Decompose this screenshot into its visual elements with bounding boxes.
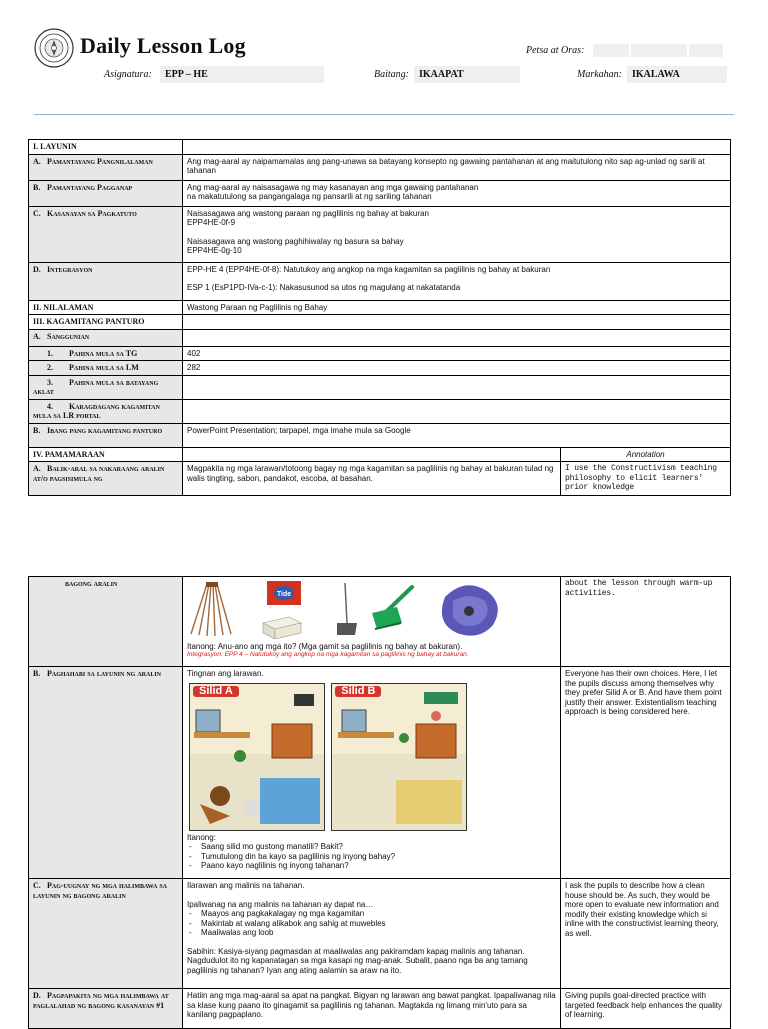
silid-b-label: Silid B	[335, 686, 381, 698]
row-label-paghahabi: B. Paghahabi sa layunin ng aralin	[29, 667, 183, 879]
row-label-lm: 2. Pahina mula sa LM	[29, 361, 183, 376]
nilalaman-text: Wastong Paraan ng Paglilinis ng Bahay	[183, 300, 731, 315]
row-label-bagong-aralin: bagong aralin	[29, 577, 183, 667]
section-layunin: I. LAYUNIN	[29, 140, 183, 155]
silid-a-label: Silid A	[193, 686, 239, 698]
pag-uugnay-line2: Ipaliwanag na ang malinis na tahanan ay dapat na…	[187, 899, 374, 909]
integrasyon-text: EPP-HE 4 (EPP4HE-0f-8): Natutukoy ang angkop na mga kagamitan sa paglilinis ng bahay at bakuran ESP 1 (EsP1PD-IVa-c-1): Nakasusunod sa utos ng magulang at nakatatanda	[183, 262, 731, 300]
page-title: Daily Lesson Log	[80, 33, 246, 58]
itanong-1: Itanong: Anu-ano ang mga ito? (Mga gamit sa paglilinis ng bahay at bakuran).	[187, 641, 463, 651]
pandakot-icon	[337, 583, 357, 635]
sabihin-text: Sabihin: Kasiya-siyang pagmasdan at maaliwalas ang pakiramdam kapag malinis ang tahanan. Nagdudulot ito ng kapanatagan sa mga kasapi ng mag-anak. Subalit, paano nga ba ang tamang paglilinis ng tahanan? Iyan ang ating aalamin sa araw na ito.	[187, 946, 528, 975]
row-label-batayang-aklat: 3. Pahina mula sa batayang aklat	[29, 375, 183, 399]
pamantayang-pangnilalaman-text: Ang mag-aaral ay naipamamalas ang pang-unawa sa batayang konsepto ng gawaing pantahanan at ang maitutulong nito sap ag-unlad ng sarili at tahanan	[183, 154, 731, 180]
oras-value-box	[631, 44, 687, 57]
row-label-kasanayan: C. Kasanayan sa Pagkatuto	[29, 206, 183, 262]
bagong-aralin-annotation: about the lesson through warm-up activities.	[561, 577, 731, 667]
list-item: - Maaliwalas ang loob	[187, 928, 556, 938]
itanong-2: Itanong:	[187, 832, 216, 842]
balik-aral-annotation: I use the Constructivism teaching philosophy to elicit learners' prior knowledge	[561, 462, 731, 496]
asignatura-value: EPP – HE	[160, 66, 324, 83]
baitang-label: Baitang:	[374, 69, 409, 80]
row-label-integrasyon: D. Integrasyon	[29, 262, 183, 300]
oras-value-box-2	[689, 44, 723, 57]
silid-a-image	[189, 683, 325, 831]
row-label-lr-portal: 4. Karagdagang kagamitan mula sa LR portal	[29, 399, 183, 423]
pagpapakita-annotation: Giving pupils goal-directed practice with targeted feedback help enhances the quality of learning.	[561, 989, 731, 1029]
lesson-table-page2	[28, 576, 731, 1029]
escoba-icon	[372, 587, 412, 629]
balik-aral-text: Magpakita ng mga larawan/totoong bagay ng mga kagamitan sa paglilinis ng bahay at bakuran tulad ng walis tingting, sabon, pandakot, escoba, at basahan.	[183, 462, 561, 496]
sabon-box-icon	[267, 581, 301, 605]
lm-value: 282	[183, 361, 731, 376]
markahan-value: IKALAWA	[627, 66, 727, 83]
basahan-icon	[263, 617, 301, 639]
row-label-pag-uugnay: C. Pag-uugnay ng mga halimbawa sa layunin ng bagong aralin	[29, 879, 183, 989]
pag-uugnay-content	[183, 879, 561, 989]
ibang-kagamitan-text: PowerPoint Presentation; tarpapel, mga imahe mula sa Google	[183, 423, 731, 447]
list-item: - Maayos ang pagkakalagay ng mga kagamitan	[187, 909, 556, 919]
annotation-header: Annotation	[561, 447, 731, 462]
mop-icon	[442, 585, 498, 635]
bagong-aralin-content	[183, 577, 561, 667]
deped-seal-icon	[34, 28, 74, 68]
questions-list	[187, 842, 556, 871]
row-label-sanggunian: A. Sanggunian	[29, 329, 183, 346]
row-label-pamantayang-pangnilalaman: A. Pamantayang Pangnilalaman	[29, 154, 183, 180]
pagpapakita-text: Hatiin ang mga mag-aaral sa apat na pangkat. Bigyan ng larawan ang bawat pangkat. Ipapaliwanag nila sa klase kung paano ito ginagamit sa paglilinis ng tahanan. Magtakda ng limang min'uto para sa kanilang pagpaplano.	[183, 989, 561, 1029]
section-pamamaraan: IV. PAMAMARAAN	[29, 447, 183, 462]
petsa-label: Petsa at Oras:	[526, 45, 585, 56]
section-kagamitang-panturo: III. KAGAMITANG PANTURO	[29, 315, 183, 330]
list-item: - Paano kayo naglilinis ng inyong tahanan?	[187, 861, 556, 871]
baitang-value: IKAAPAT	[414, 66, 520, 83]
tg-value: 402	[183, 346, 731, 361]
pag-uugnay-annotation: I ask the pupils to describe how a clean house should be. As such, they would be more open to evaluate new information and modify their existing knowledge which si inline with the constructivist learning theory, as well.	[561, 879, 731, 989]
lesson-table-page1	[28, 139, 731, 496]
header-divider	[34, 114, 734, 115]
kasanayan-text: Naisasagawa ang wastong paraan ng paglilinis ng bahay at bakuran EPP4HE-0f-9 Naisasagawa ang wastong paghihiwalay ng basura sa bahay EPP4HE-0g-10	[183, 206, 731, 262]
pamantayang-pagganap-text: Ang mag-aaral ay naisasagawa ng may kasanayan ang mga gawaing pantahanan na makatutulong sa pangangalaga ng pansarili at ng sariling tahanan	[183, 180, 731, 206]
paghahabi-annotation: Everyone has their own choices. Here, I let the pupils discuss among themselves why they prefer Silid A or B. And have them point justify their answer. Existentialism teaching approach is being considered here.	[561, 667, 731, 879]
row-label-pagpapakita: D. Pagpapakita ng mga halimbawa at paglalahad ng bagong kasanayan #1	[29, 989, 183, 1029]
asignatura-label: Asignatura:	[104, 69, 152, 80]
malinis-list	[187, 909, 556, 938]
row-label-balik-aral: A. Balik-aral sa nakaraang aralin at/o pagsisimula ng	[29, 462, 183, 496]
tingnan-text: Tingnan ang larawan.	[187, 669, 264, 678]
row-label-tg: 1. Pahina mula sa TG	[29, 346, 183, 361]
silid-b-image	[331, 683, 467, 831]
integrasyon-note: Integrasyon: EPP 4 – Natutukoy ang angkop na mga kagamitan sa paglilinis ng bahay at bakuran.	[187, 651, 469, 658]
svg-text:Tide: Tide	[276, 591, 292, 598]
list-item: - Tumutulong din ba kayo sa paglilinis ng inyong bahay?	[187, 852, 556, 862]
row-label-pamantayang-pagganap: B. Pamantayang Pagganap	[29, 180, 183, 206]
pag-uugnay-line1: Ilarawan ang malinis na tahanan.	[187, 881, 305, 890]
section-nilalaman: II. NILALAMAN	[29, 300, 183, 315]
row-label-ibang-kagamitan: B. Ibang pang kagamitang panturo	[29, 423, 183, 447]
paghahabi-content	[183, 667, 561, 879]
cleaning-tools-images	[187, 579, 517, 639]
petsa-value-box	[593, 44, 629, 57]
list-item: - Makintab at walang alikabok ang sahig at muwebles	[187, 919, 556, 929]
list-item: - Saang silid mo gustong manatili? Bakit?	[187, 842, 556, 852]
markahan-label: Markahan:	[577, 69, 622, 80]
walis-tingting-icon	[191, 582, 231, 636]
